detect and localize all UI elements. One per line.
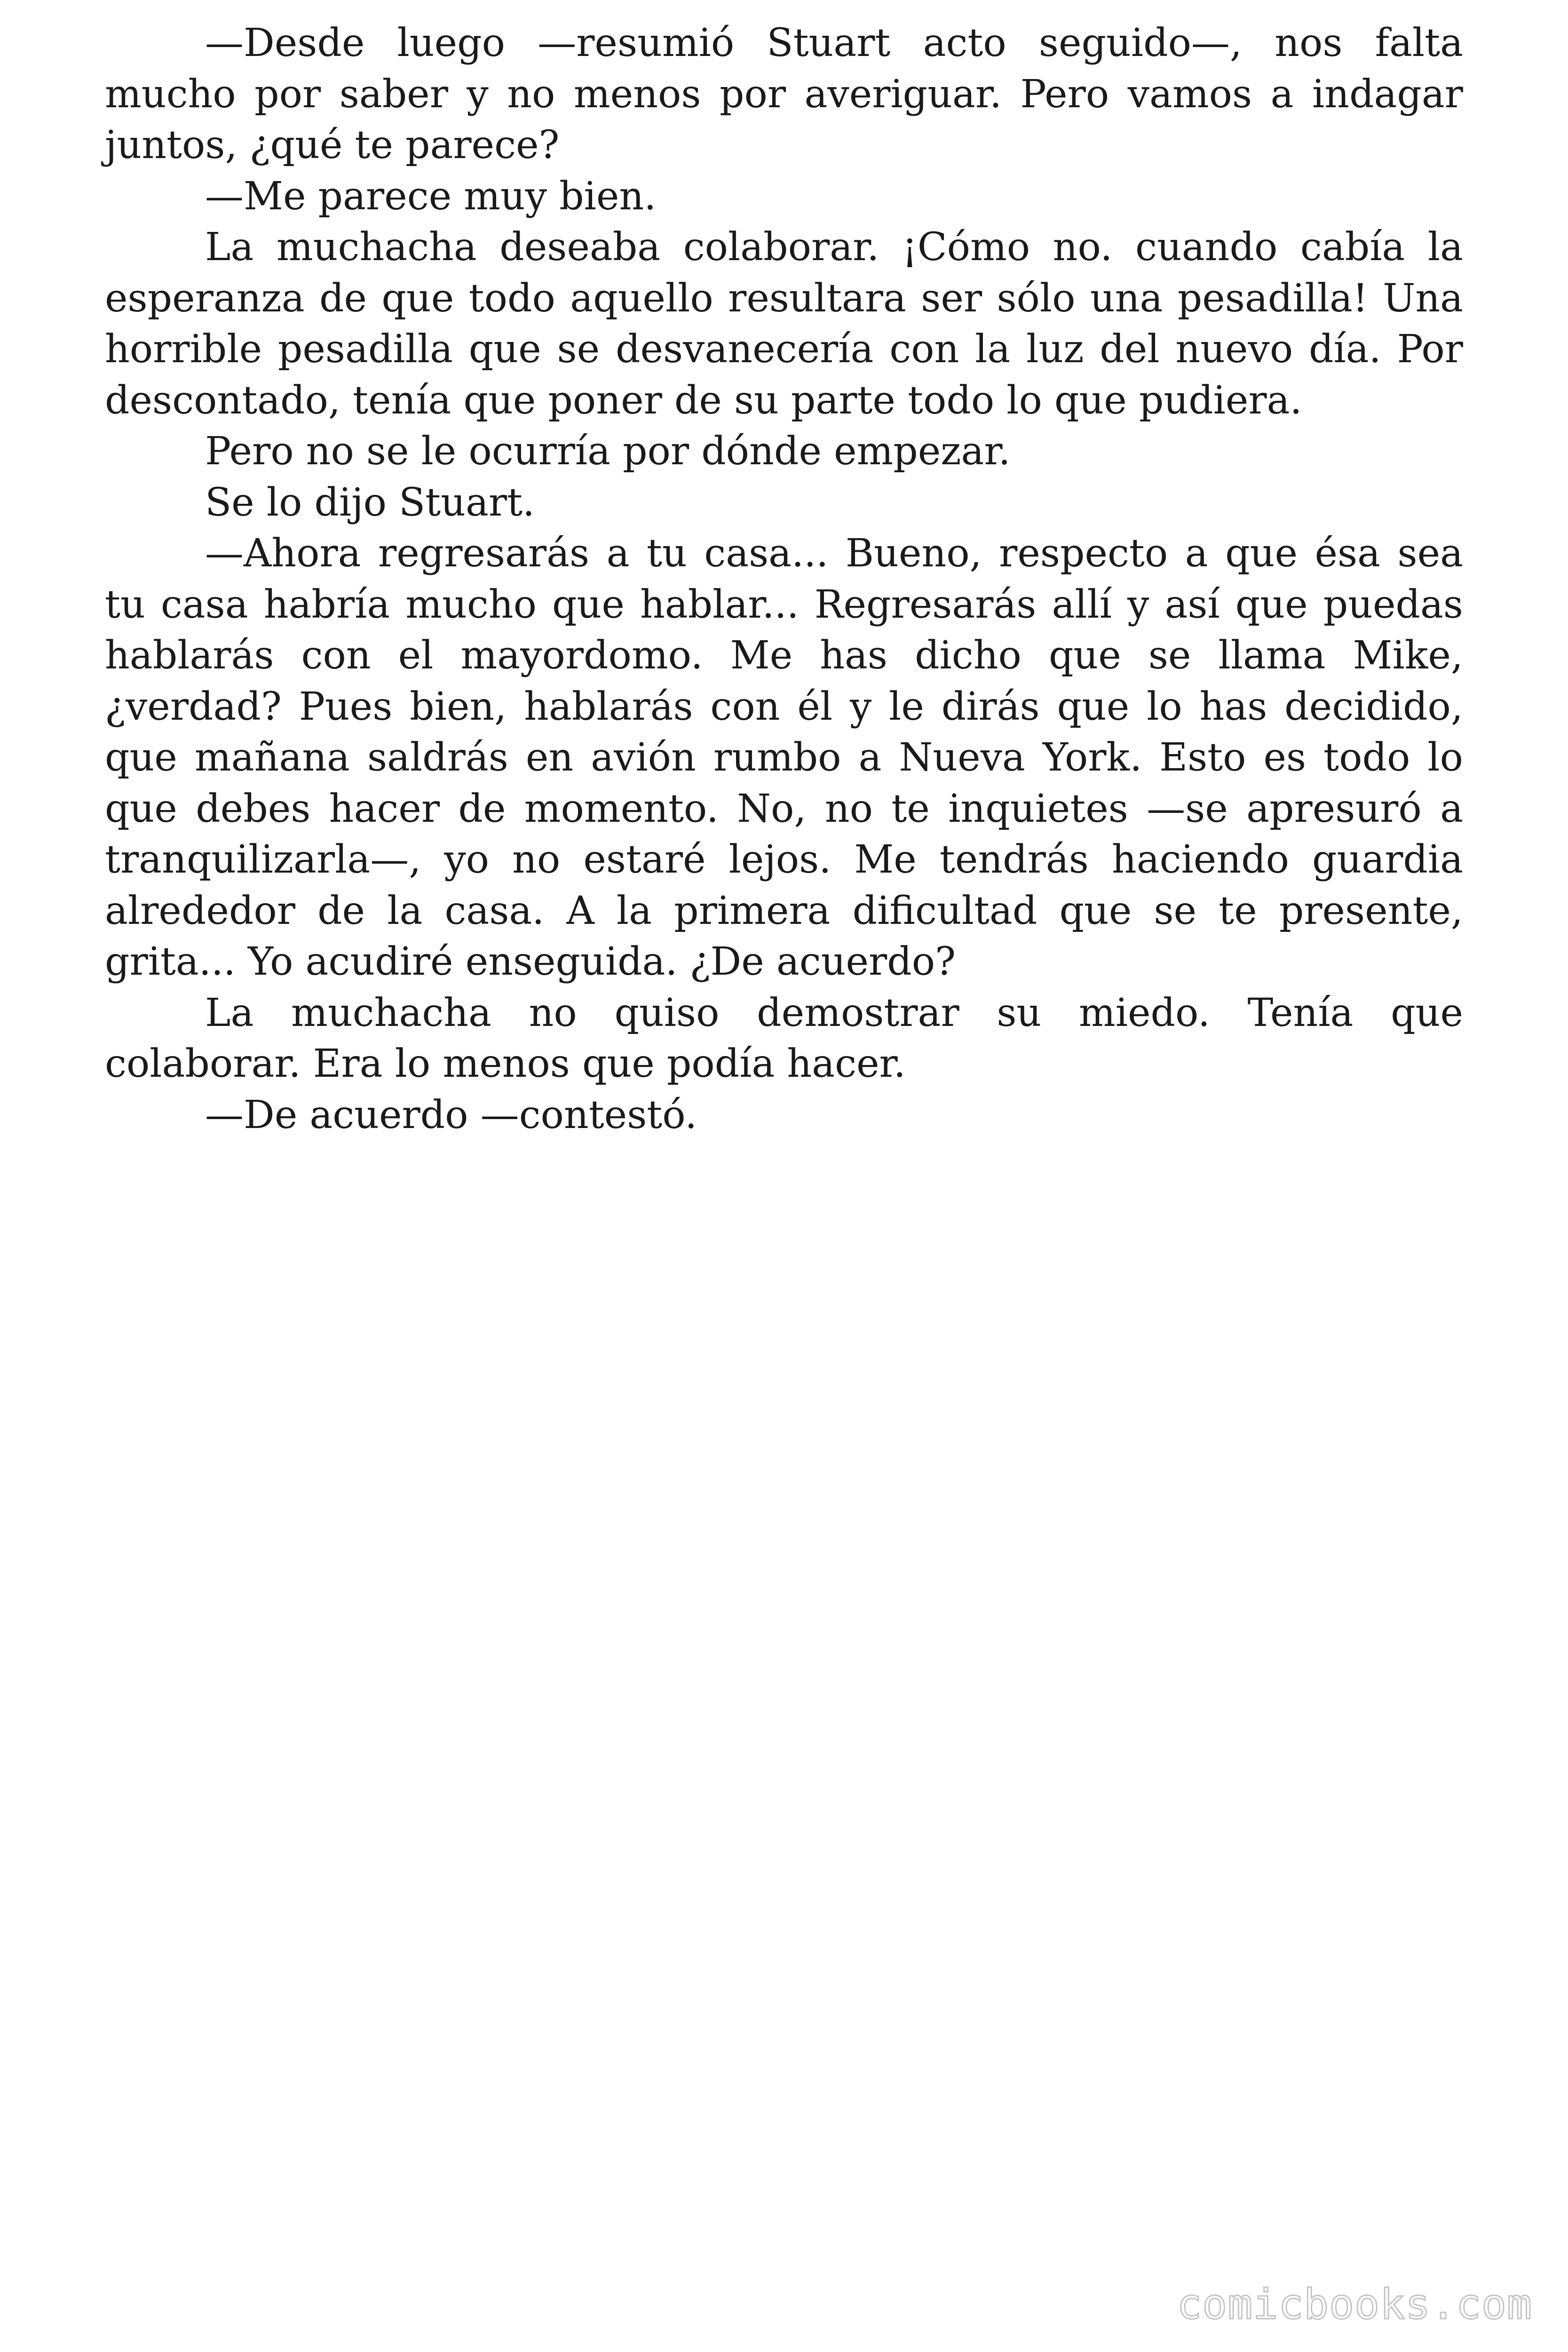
watermark: comicbooks.com (1177, 2280, 1532, 2328)
body-text (105, 18, 1463, 1141)
paragraph: Pero no se le ocurría por dónde empezar. (205, 429, 1011, 474)
paragraph: La muchacha no quiso demostrar su miedo. Tenía que colaborar. Era lo menos que podía hacer. (105, 990, 1463, 1086)
paragraph: Se lo dijo Stuart. (205, 480, 535, 525)
paragraph: —Desde luego —resumió Stuart acto seguido—, nos falta mucho por saber y no menos por averiguar. Pero vamos a indagar juntos, ¿qué te parece? (105, 21, 1463, 167)
paragraph: —Me parece muy bien. (205, 174, 657, 219)
paragraph: —De acuerdo —contestó. (205, 1092, 697, 1137)
paragraph: La muchacha deseaba colaborar. ¡Cómo no. cuando cabía la esperanza de que todo aquello resultara ser sólo una pesadilla! Una horrible pesadilla que se desvanecería con la luz del nuevo día. Por descontado, tenía que poner de su parte todo lo que pudiera. (105, 225, 1463, 423)
paragraph: —Ahora regresarás a tu casa... Bueno, respecto a que ésa sea tu casa habría mucho que hablar... Regresarás allí y así que puedas hablarás con el mayordomo. Me has dicho que se llama Mike, ¿verdad? Pues bien, hablarás con él y le dirás que lo has decidido, que mañana saldrás en avión rumbo a Nueva York. Esto es todo lo que debes hacer de momento. No, no te inquietes —se apresuró a tranquilizarla—, yo no estaré lejos. Me tendrás haciendo guardia alrededor de la casa. A la primera dificultad que se te presente, grita... Yo acudiré enseguida. ¿De acuerdo? (105, 531, 1463, 984)
